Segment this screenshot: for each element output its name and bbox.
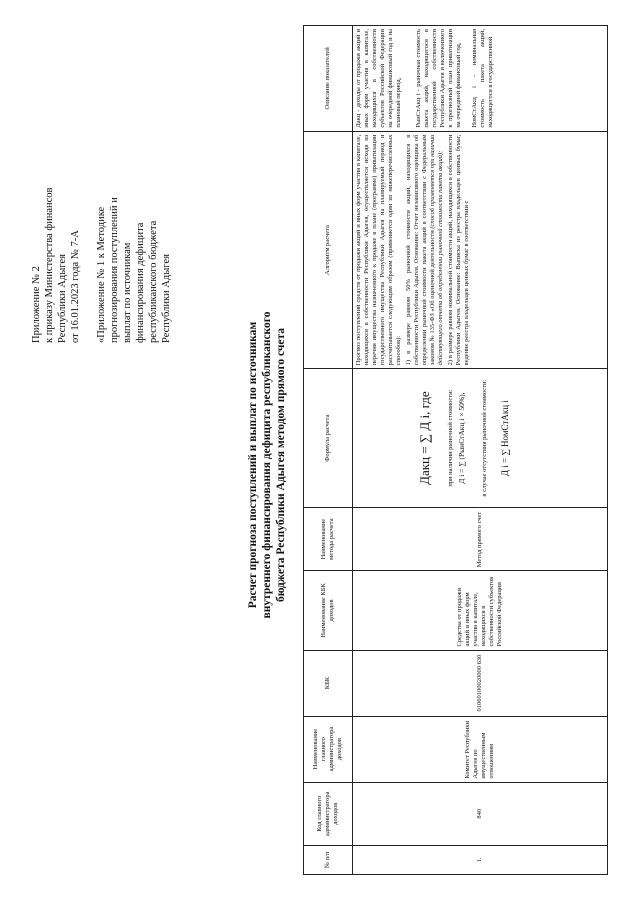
header-description: Описание показателей [304, 26, 353, 132]
header-num: № п/п [304, 845, 353, 874]
header-line: республиканского бюджета [148, 220, 159, 343]
cell-algorithm [353, 131, 608, 369]
cell-formula [353, 369, 608, 508]
header-line: финансирования дефицита [135, 222, 146, 343]
formula-nominal-value: Д i = ∑ НомСтАкц i [500, 400, 510, 477]
formula-main: Дакц = ∑ Д i, где [417, 391, 432, 485]
header-code: Код главного администратора доходов [304, 782, 353, 845]
header-line: от 16.01.2023 года № 7-А [70, 230, 81, 343]
document-title [246, 255, 288, 675]
cell-admin-name: Комитет Республики Адыгея по имущественным отношениям [353, 716, 608, 782]
cell-income-name: Средства от продажи акций и иных форм участия в капитале, находящихся в собственности субъектов Российской Федерации [353, 571, 608, 650]
header-formula: Формула расчета [304, 369, 353, 508]
formula-market-value: Д i = ∑ (РынСтАкц i × 50%), [457, 392, 466, 484]
header-line: «Приложение № 1 к Методике [96, 206, 107, 343]
title-line: внутреннего финансирования дефицита республиканского [261, 311, 273, 619]
title-line: Расчет прогноза поступлений и выплат по источникам [247, 321, 259, 609]
cell-code: 840 [353, 782, 608, 845]
algorithm-method-2: 2) в размере равном номинальной стоимости акций, находящихся в собственности Республики Адыгея. Основание: Выписка из реестра владельцев ценных бумаг, ведение реестра владельцев ценных бумаг в соответствии с [447, 134, 470, 366]
table-row [353, 26, 608, 875]
header-admin-name: Наименование главного администратора доходов [304, 716, 353, 782]
header-income-name: Наименование КБК доходов [304, 571, 353, 650]
description-paragraph: РынСтАкц i - рыночная стоимость пакета акций, находящегося в государственной собственности Республики Адыгея и включенного в прогнозный план приватизации на очередной финансовый год, [415, 29, 462, 128]
cell-method: Метод прямого счет [353, 507, 608, 570]
header-line: Приложение № 2 [31, 266, 42, 343]
algorithm-method-1: 1) в размере равном 50% рыночной стоимости акций, находящихся в собственности Республики Адыгея. Основание: Отчет независимого оценщика об определении рыночной стоимости пакета акций в соответствии с Федеральным законом № 135-ФЗ «Об оценочной деятельности [405, 134, 436, 366]
forecast-table [303, 25, 608, 875]
header-line: Республики Адыгея [57, 254, 68, 343]
header-line: Республики Адыгея [161, 254, 172, 343]
description-paragraph: Дакц - доходы от продажи акций и иных форм участия в капитале, находящихся в собственности субъектов Российской Федерации на очередной финансовый год и на плановый период, [355, 29, 402, 128]
header-method: Наименование метода расчета [304, 507, 353, 570]
table-header-row [304, 26, 353, 875]
cell-description [353, 26, 608, 132]
appendix-header [30, 23, 173, 343]
header-line: прогнозирования поступлений и [109, 197, 120, 343]
header-line: к приказу Министерства финансов [44, 187, 55, 343]
algorithm-paragraph: Прогноз поступлений средств от продажи акций и иных форм участия в капитале, находящихся в собственности Республики Адыгея, осуществляется исходя из перечня имущества назначенного к продаже в плане (программе) приватизации государственного имущества Республики Адыгея на планируемый период и рассчитывается следующим образом (применяется один из нижеперечисленных способов): [355, 134, 402, 366]
formula-note-nominal: в случае отсутствия рыночной стоимости: [481, 379, 488, 497]
header-kbk: КБК [304, 650, 353, 716]
header-line: выплат по источникам [122, 242, 133, 343]
cell-num: 1. [353, 845, 608, 874]
formula-note-market: при наличии рыночной стоимости: [447, 389, 454, 487]
header-algorithm: Алгоритм расчета [304, 131, 353, 369]
algorithm-paragraph [405, 135, 445, 366]
description-paragraph: НомСтАкц i - номинальная стоимость пакета акций, находящегося в государственной [471, 29, 494, 128]
algorithm-method-1-note: (способ применяется при наличии действующего отчета об определении рыночной стоимости пакета акций); [429, 134, 444, 366]
title-line: бюджета Республики Адыгея методом прямого счета [275, 327, 287, 603]
cell-kbk: 01060100020000 630 [353, 650, 608, 716]
